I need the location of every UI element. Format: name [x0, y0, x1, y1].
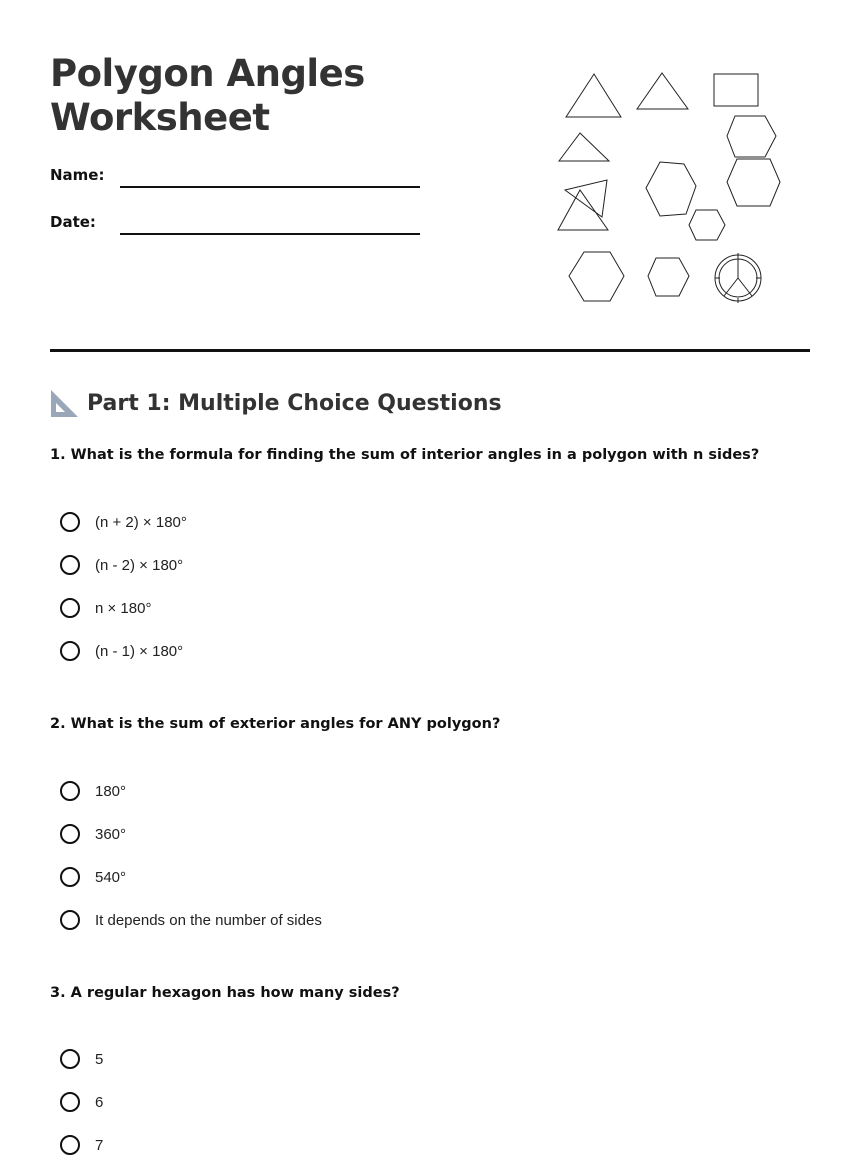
polygon-shapes-icon — [552, 64, 792, 314]
question-1-option-a[interactable] — [60, 509, 187, 535]
question-3-option-c[interactable] — [60, 1132, 103, 1158]
option-label: n × 180° — [95, 599, 152, 617]
option-label: 540° — [95, 868, 127, 886]
date-label: Date: — [50, 213, 96, 231]
date-field[interactable] — [120, 233, 420, 235]
rectangle-shape — [714, 74, 758, 106]
hexagon-shape-4 — [689, 210, 725, 240]
question-3: 3. A regular hexagon has how many sides? — [50, 985, 400, 1001]
hexagon-shape-3 — [646, 162, 696, 216]
option-label: (n - 1) × 180° — [95, 642, 184, 660]
question-2: 2. What is the sum of exterior angles for ANY polygon? — [50, 716, 501, 732]
triangle-shape-3 — [558, 190, 608, 230]
radio-button[interactable] — [60, 781, 80, 801]
question-1: 1. What is the formula for finding the sum of interior angles in a polygon with n sides? — [50, 447, 760, 463]
option-label: (n - 2) × 180° — [95, 556, 184, 574]
option-label: It depends on the number of sides — [95, 911, 322, 929]
option-label: 5 — [95, 1050, 104, 1068]
hexagon-shape — [727, 116, 776, 157]
radio-button[interactable] — [60, 867, 80, 887]
title-line-2: Worksheet — [50, 96, 270, 139]
hexagon-shape-6 — [648, 258, 689, 296]
option-label: 360° — [95, 825, 127, 843]
name-label: Name: — [50, 166, 105, 184]
question-3-option-b[interactable] — [60, 1089, 103, 1115]
question-3-option-a[interactable] — [60, 1046, 103, 1072]
radio-button[interactable] — [60, 1049, 80, 1069]
option-label: (n + 2) × 180° — [95, 513, 187, 531]
triangle-shape-2 — [637, 73, 688, 109]
radio-button[interactable] — [60, 1092, 80, 1112]
radio-button[interactable] — [60, 555, 80, 575]
name-field[interactable] — [120, 186, 420, 188]
question-2-option-b[interactable] — [60, 821, 126, 847]
set-square-icon — [50, 389, 79, 418]
title-line-1: Polygon Angles — [50, 52, 365, 95]
triangle-shape — [566, 74, 621, 117]
option-label: 7 — [95, 1136, 104, 1154]
question-2-option-d[interactable] — [60, 907, 322, 933]
radio-button[interactable] — [60, 598, 80, 618]
header-divider — [50, 349, 810, 352]
question-2-option-c[interactable] — [60, 864, 126, 890]
option-label: 180° — [95, 782, 127, 800]
question-1-option-c[interactable] — [60, 595, 151, 621]
option-label: 6 — [95, 1093, 104, 1111]
question-1-option-d[interactable] — [60, 638, 183, 664]
radio-button[interactable] — [60, 910, 80, 930]
hexagon-shape-2 — [727, 159, 780, 206]
radio-button[interactable] — [60, 1135, 80, 1155]
worksheet-title — [50, 52, 365, 140]
question-1-option-b[interactable] — [60, 552, 183, 578]
radio-button[interactable] — [60, 824, 80, 844]
radio-button[interactable] — [60, 512, 80, 532]
radio-button[interactable] — [60, 641, 80, 661]
hexagon-shape-5 — [569, 252, 624, 301]
obtuse-triangle-shape — [559, 133, 609, 161]
question-2-option-a[interactable] — [60, 778, 126, 804]
part-1-title: Part 1: Multiple Choice Questions — [87, 391, 502, 416]
